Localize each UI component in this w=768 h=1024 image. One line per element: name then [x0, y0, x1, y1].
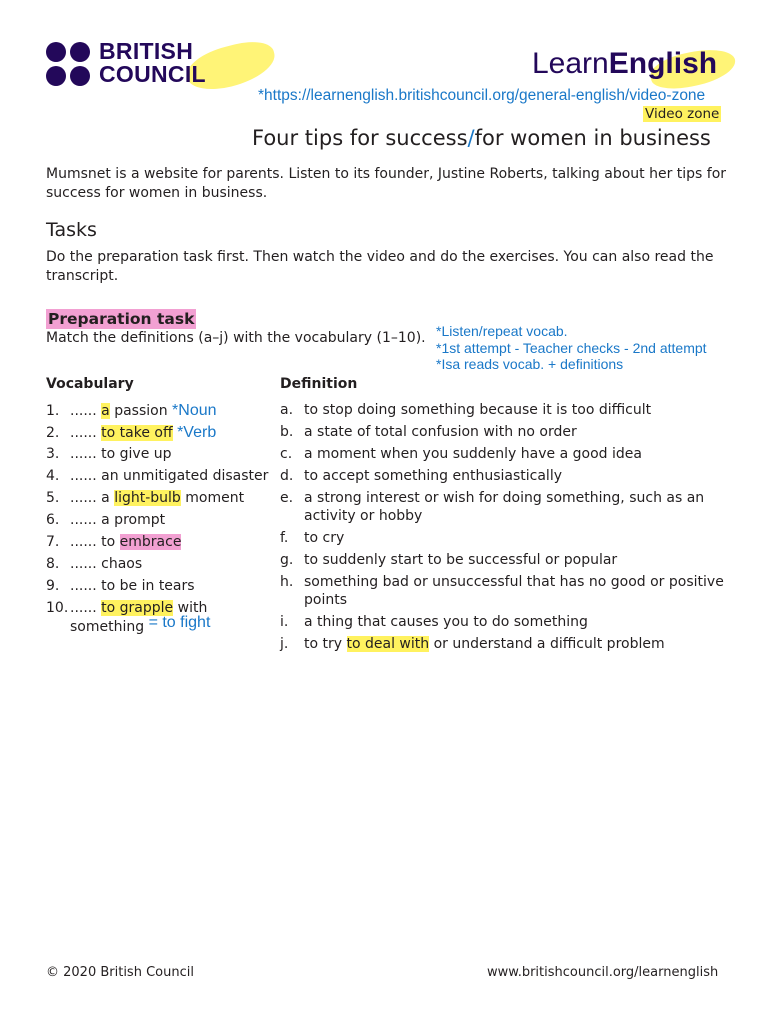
vocab-item: [46, 445, 278, 467]
vocab-highlight: to grapple: [101, 600, 174, 616]
vocab-text: ......: [70, 425, 102, 441]
handwritten-slash: /: [467, 126, 475, 150]
definition-item: [280, 573, 740, 609]
vocab-number: 5.: [46, 490, 60, 506]
vocab-item-continuation: [46, 614, 278, 639]
teacher-note: *Listen/repeat vocab.: [436, 323, 568, 339]
british-council-wordmark: BRITISH COUNCIL: [99, 38, 206, 87]
british-council-logo: [46, 40, 236, 92]
vocab-annotation: *Verb: [172, 424, 217, 441]
vocab-item: [46, 511, 278, 533]
tasks-heading: Tasks: [46, 219, 97, 241]
vocab-number: 2.: [46, 425, 60, 441]
definition-letter: a.: [280, 402, 294, 418]
definition-text: a strong interest or wish for doing something, such as an activity or hobby: [304, 490, 705, 524]
vocab-number: 8.: [46, 556, 60, 572]
vocab-highlight: embrace: [119, 534, 182, 550]
definition-text: something bad or unsuccessful that has no good or positive points: [304, 574, 724, 608]
definition-letter: j.: [280, 636, 289, 652]
intro-paragraph: Mumsnet is a website for parents. Listen to its founder, Justine Roberts, talking about her tips for success for women in business.: [46, 166, 727, 201]
definition-item: [280, 423, 740, 441]
vocab-text: ......: [70, 600, 102, 616]
definition-text: a moment when you suddenly have a good idea: [304, 446, 642, 462]
vocab-item: [46, 555, 278, 577]
section-label: Video zone: [645, 106, 720, 122]
definition-heading: Definition: [280, 376, 358, 392]
vocab-number: 1.: [46, 403, 60, 419]
vocab-text: passion: [109, 403, 168, 419]
definition-letter: e.: [280, 490, 294, 506]
definition-item: [280, 551, 740, 569]
vocab-text: ...... chaos: [70, 556, 143, 572]
definition-item: [280, 401, 740, 419]
vocab-text: moment: [180, 490, 245, 506]
definition-letter: i.: [280, 614, 289, 630]
vocab-number: 3.: [46, 446, 60, 462]
vocab-item: [46, 423, 278, 445]
definition-text: to stop doing something because it is too difficult: [304, 402, 652, 418]
definition-item: [280, 467, 740, 485]
vocab-number: 10.: [46, 600, 69, 616]
definition-letter: c.: [280, 446, 293, 462]
definition-text: to suddenly start to be successful or popular: [304, 552, 618, 568]
vocab-item: [46, 401, 278, 423]
definition-text: a state of total confusion with no order: [304, 424, 577, 440]
british-council-dots-icon: [46, 42, 92, 88]
vocabulary-list: [46, 401, 278, 639]
definition-text: a thing that causes you to do something: [304, 614, 588, 630]
vocab-text: ...... to be in tears: [70, 578, 195, 594]
vocab-annotation: *Noun: [167, 402, 217, 419]
preparation-task-heading: Preparation task: [48, 310, 195, 328]
vocab-text: ...... to give up: [70, 446, 172, 462]
definition-text: to accept something enthusiastically: [304, 468, 562, 484]
teacher-note: *1st attempt - Teacher checks - 2nd attempt: [436, 339, 707, 356]
teacher-note: *Isa reads vocab. + definitions: [436, 356, 624, 372]
vocab-number: 9.: [46, 578, 60, 594]
vocab-annotation: = to fight: [144, 614, 211, 631]
vocab-item: [46, 467, 278, 489]
vocab-text: ...... a: [70, 490, 115, 506]
vocab-number: 6.: [46, 512, 60, 528]
vocab-text: ...... a prompt: [70, 512, 166, 528]
vocab-text: something: [70, 619, 145, 635]
definition-letter: b.: [280, 424, 294, 440]
vocab-highlight: light-bulb: [114, 490, 181, 506]
definition-item: [280, 635, 740, 653]
vocab-number: 7.: [46, 534, 60, 550]
vocab-text: ...... an unmitigated disaster: [70, 468, 269, 484]
definition-item: [280, 529, 740, 547]
tasks-paragraph: Do the preparation task first. Then watch the video and do the exercises. You can also read the transcript.: [46, 249, 714, 284]
vocab-text: ...... to: [70, 534, 120, 550]
definition-item: [280, 613, 740, 631]
definition-letter: d.: [280, 468, 294, 484]
definition-letter: g.: [280, 552, 294, 568]
definition-letter: h.: [280, 574, 294, 590]
footer-site-link[interactable]: www.britishcouncil.org/learnenglish: [487, 965, 719, 980]
definition-item: [280, 489, 740, 525]
annotation-url: *https://learnenglish.britishcouncil.org/general-english/video-zone: [258, 87, 706, 104]
definition-highlight: to deal with: [346, 636, 430, 652]
learnenglish-wordmark: LearnEnglish: [532, 47, 718, 80]
vocabulary-heading: Vocabulary: [46, 376, 134, 392]
definition-letter: f.: [280, 530, 289, 546]
definition-text: or understand a difficult problem: [429, 636, 665, 652]
vocab-text: ......: [70, 403, 102, 419]
vocab-item: [46, 533, 278, 555]
vocab-text: with: [173, 600, 208, 616]
vocab-highlight: a: [101, 403, 110, 419]
teacher-notes: [436, 323, 707, 373]
preparation-instruction: Match the definitions (a–j) with the vocabulary (1–10).: [46, 330, 426, 346]
learnenglish-logo: [532, 44, 742, 90]
vocab-item: [46, 577, 278, 599]
definition-item: [280, 445, 740, 463]
definition-list: [280, 401, 740, 657]
vocab-item: [46, 489, 278, 511]
footer-copyright: © 2020 British Council: [46, 965, 194, 980]
definition-text: to try: [304, 636, 347, 652]
vocab-number: 4.: [46, 468, 60, 484]
vocab-highlight: to take off: [101, 425, 173, 441]
document-title: Four tips for success/for women in business: [252, 126, 711, 150]
definition-text: to cry: [304, 530, 345, 546]
